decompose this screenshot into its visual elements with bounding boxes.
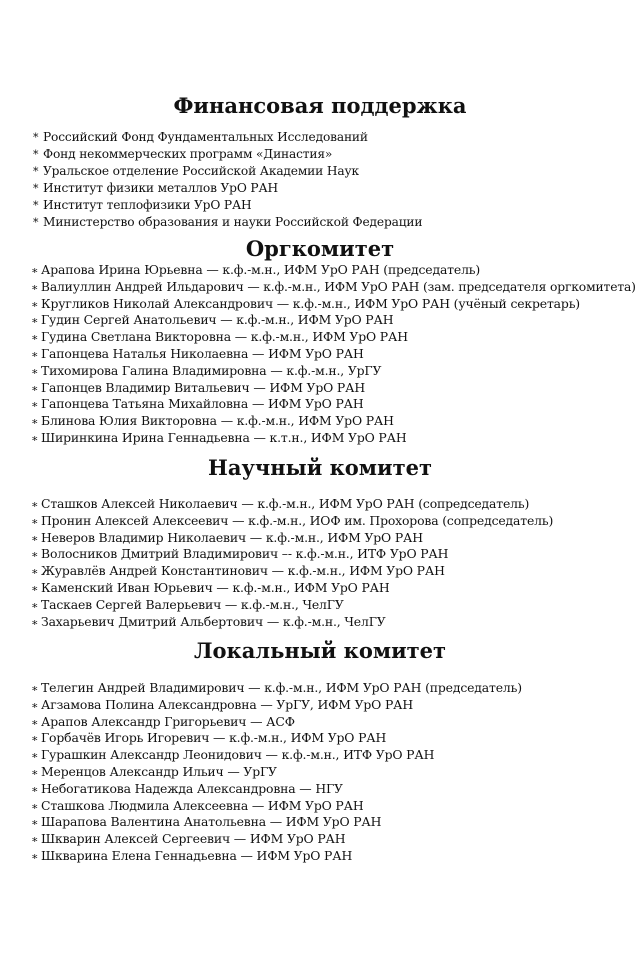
section-heading: Научный комитет	[208, 455, 432, 480]
list-item	[31, 296, 580, 313]
bullet-icon: ∗	[31, 698, 39, 712]
bullet-icon: ∗	[31, 548, 39, 562]
bullet-icon: ∗	[31, 732, 39, 746]
bullet-icon: ∗	[31, 348, 39, 361]
list-item-text: Институт теплофизики УрО РАН	[43, 197, 252, 212]
list-item	[33, 197, 252, 214]
list-item	[33, 163, 359, 180]
list-item-text: Кругликов Николай Александрович — к.ф.-м.н., ИФМ УрО РАН (учёный секретарь)	[41, 295, 580, 311]
bullet-icon: *	[33, 164, 39, 178]
list-item	[31, 329, 408, 346]
bullet-icon: ∗	[31, 498, 39, 511]
list-item	[31, 430, 406, 447]
bullet-icon: ∗	[31, 514, 39, 528]
list-item-text: Шкварина Елена Геннадьевна — ИФМ УрО РАН	[41, 848, 353, 863]
list-item	[31, 597, 344, 614]
list-item-text: Российский Фонд Фундаментальных Исследований	[43, 130, 368, 144]
list-item	[31, 614, 386, 631]
bullet-icon: ∗	[31, 598, 39, 612]
list-item	[31, 396, 364, 413]
list-item	[31, 848, 352, 865]
list-item-text: Таскаев Сергей Валерьевич — к.ф.-м.н., ЧелГУ	[41, 596, 344, 612]
list-item	[31, 413, 394, 430]
bullet-icon: ∗	[31, 833, 39, 847]
list-item	[31, 346, 364, 363]
bullet-icon: ∗	[31, 682, 39, 695]
bullet-icon: ∗	[31, 816, 39, 830]
list-item-text: Гурашкин Александр Леонидович — к.ф.-м.н., ИТФ УрО РАН	[41, 747, 435, 763]
section-heading: Оргкомитет	[245, 236, 395, 261]
bullet-icon: ∗	[31, 264, 39, 277]
list-item-text: Гудин Сергей Анатольевич — к.ф.-м.н., ИФМ УрО РАН	[41, 312, 394, 328]
list-item-text: Тихомирова Галина Владимировна — к.ф.-м.н., УрГУ	[41, 362, 382, 378]
list-item-text: Волосников Дмитрий Владимирович –- к.ф.-м.н., ИТФ УрО РАН	[41, 546, 449, 562]
list-item-text: Гапонцева Татьяна Михайловна — ИФМ УрО РАН	[41, 396, 364, 412]
list-item-text: Захарьевич Дмитрий Альбертович — к.ф.-м.н., ЧелГУ	[41, 613, 386, 629]
bullet-icon: ∗	[31, 715, 39, 729]
bullet-icon: ∗	[31, 850, 39, 863]
list-item	[31, 798, 364, 815]
list-item-text: Институт физики металлов УрО РАН	[43, 180, 279, 195]
bullet-icon: ∗	[31, 415, 39, 429]
list-item-text: Валиуллин Андрей Ильдарович — к.ф.-м.н., ИФМ УрО РАН (зам. председателя оргкомитета)	[40, 278, 636, 294]
list-item-text: Гапонцева Наталья Николаевна — ИФМ УрО РАН	[41, 346, 364, 361]
bullet-icon: ∗	[31, 531, 39, 545]
list-item	[33, 180, 278, 197]
list-item-text: Неверов Владимир Николаевич — к.ф.-м.н., ИФМ УрО РАН	[41, 529, 423, 545]
list-item	[31, 714, 295, 731]
list-item	[31, 513, 553, 530]
bullet-icon: *	[33, 147, 39, 161]
list-item-text: Пронин Алексей Алексеевич — к.ф.-м.н., ИОФ им. Прохорова (сопредседатель)	[41, 512, 554, 528]
bullet-icon: ∗	[31, 280, 39, 294]
bullet-icon: ∗	[31, 381, 39, 395]
list-item	[31, 747, 434, 764]
list-item	[31, 546, 448, 563]
list-item	[31, 380, 365, 397]
list-item	[33, 146, 332, 163]
list-item-text: Блинова Юлия Викторовна — к.ф.-м.н., ИФМ УрО РАН	[41, 413, 394, 429]
list-item	[31, 262, 480, 279]
bullet-icon: ∗	[31, 782, 39, 796]
list-item	[31, 730, 386, 747]
list-item	[31, 279, 636, 296]
bullet-icon: ∗	[31, 766, 39, 779]
list-item-text: Министерство образования и науки Российской Федерации	[43, 214, 423, 229]
list-item	[31, 363, 381, 380]
bullet-icon: ∗	[31, 799, 39, 813]
list-item-text: Фонд некоммерческих программ «Династия»	[43, 146, 333, 161]
list-item-text: Сташкова Людмила Алексеевна — ИФМ УрО РАН	[41, 797, 364, 813]
list-item-text: Гапонцев Владимир Витальевич — ИФМ УрО РАН	[41, 379, 365, 395]
list-item	[31, 764, 277, 781]
bullet-icon: ∗	[31, 297, 39, 311]
list-item	[31, 680, 522, 697]
list-item-text: Шарапова Валентина Анатольевна — ИФМ УрО РАН	[41, 814, 382, 830]
bullet-icon: ∗	[31, 398, 39, 412]
list-item	[31, 697, 413, 714]
bullet-icon: *	[33, 181, 39, 195]
section-heading: Финансовая поддержка	[173, 93, 467, 118]
list-item	[31, 781, 343, 798]
list-item-text: Агзамова Полина Александровна — УрГУ, ИФМ УрО РАН	[41, 696, 414, 712]
bullet-icon: ∗	[31, 432, 39, 445]
bullet-icon: ∗	[31, 615, 39, 629]
list-item-text: Гудина Светлана Викторовна — к.ф.-м.н., ИФМ УрО РАН	[41, 329, 408, 345]
list-item-text: Каменский Иван Юрьевич — к.ф.-м.н., ИФМ УрО РАН	[41, 580, 390, 595]
bullet-icon: ∗	[31, 314, 39, 328]
list-item	[33, 214, 422, 231]
list-item-text: Арапова Ирина Юрьевна — к.ф.-м.н., ИФМ УрО РАН (председатель)	[41, 262, 481, 277]
bullet-icon: ∗	[31, 364, 39, 378]
section-heading: Локальный комитет	[193, 638, 447, 663]
list-item-text: Горбачёв Игорь Игоревич — к.ф.-м.н., ИФМ УрО РАН	[41, 730, 387, 746]
list-item	[31, 814, 381, 831]
list-item	[31, 831, 345, 848]
list-item	[31, 563, 445, 580]
list-item-text: Журавлёв Андрей Константинович — к.ф.-м.н., ИФМ УрО РАН	[41, 563, 445, 579]
list-item-text: Телегин Андрей Владимирович — к.ф.-м.н., ИФМ УрО РАН (председатель)	[41, 680, 522, 695]
list-item-text: Арапов Александр Григорьевич — АСФ	[41, 713, 295, 729]
list-item	[31, 496, 529, 513]
bullet-icon: ∗	[31, 565, 39, 579]
bullet-icon: *	[33, 215, 39, 229]
bullet-icon: ∗	[31, 582, 39, 595]
bullet-icon: ∗	[31, 331, 39, 345]
list-item	[31, 312, 393, 329]
list-item	[33, 129, 368, 146]
list-item-text: Меренцов Александр Ильич — УрГУ	[41, 764, 277, 779]
list-item-text: Сташков Алексей Николаевич — к.ф.-м.н., ИФМ УрО РАН (сопредседатель)	[41, 496, 530, 511]
list-item-text: Ширинкина Ирина Геннадьевна — к.т.н., ИФМ УрО РАН	[41, 430, 407, 445]
list-item	[31, 530, 423, 547]
bullet-icon: *	[33, 131, 39, 144]
list-item-text: Шкварин Алексей Сергеевич — ИФМ УрО РАН	[41, 831, 346, 847]
bullet-icon: ∗	[31, 749, 39, 763]
list-item-text: Небогатикова Надежда Александровна — НГУ	[41, 780, 343, 796]
list-item	[31, 580, 390, 597]
bullet-icon: *	[33, 198, 39, 212]
list-item-text: Уральское отделение Российской Академии Наук	[43, 163, 359, 178]
